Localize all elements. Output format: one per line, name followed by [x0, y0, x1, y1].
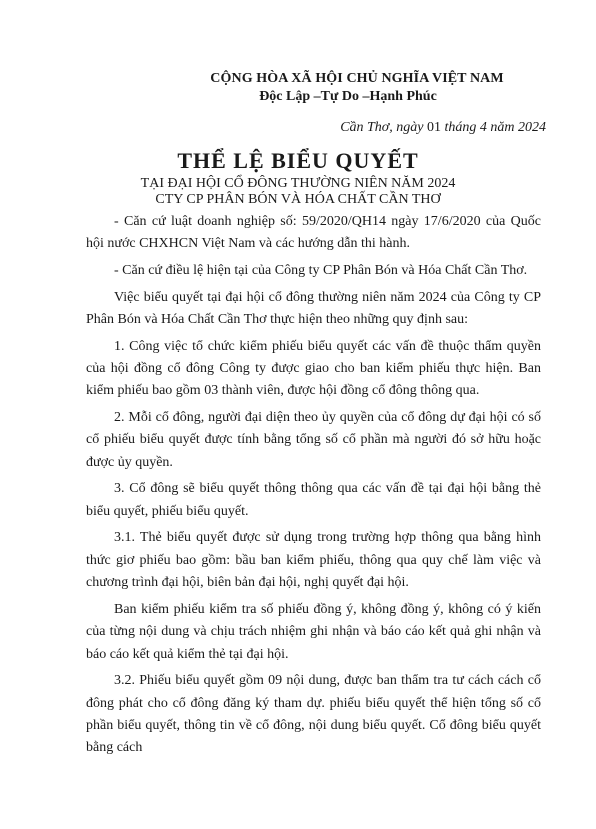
document-subtitle-2: CTY CP PHÂN BÓN VÀ HÓA CHẤT CẦN THƠ	[155, 192, 441, 207]
document-body	[86, 211, 541, 764]
national-header	[0, 70, 596, 106]
paragraph: 2. Mỗi cổ đông, người đại diện theo ủy quyền của cổ đông dự đại hội có số cổ phiếu biểu quyết được tính bằng tổng số cổ phần mà người đó sở hữu hoặc được ủy quyền.	[86, 410, 541, 470]
paragraph: - Căn cứ điều lệ hiện tại của Công ty CP Phân Bón và Hóa Chất Cần Thơ.	[114, 263, 528, 278]
paragraph: Việc biểu quyết tại đại hội cổ đông thường niên năm 2024 của Công ty CP Phân Bón và Hóa Chất Cần Thơ thực hiện theo những quy định sau:	[86, 289, 541, 327]
paragraph: 3.1. Thẻ biểu quyết được sử dụng trong trường hợp thông qua bằng hình thức giơ phiếu bao gồm: bầu ban kiểm phiếu, thông qua quy chế làm việc và chương trình đại hội, biên bản đại hội, nghị quyết đại hội.	[86, 530, 541, 591]
paragraph: 3. Cổ đông sẽ biểu quyết thông thông qua các vấn đề tại đại hội bằng thẻ biểu quyết, phiếu biểu quyết.	[86, 481, 541, 519]
date-rest: tháng 4 năm 2024	[444, 120, 546, 135]
paragraph: 3.2. Phiếu biểu quyết gồm 09 nội dung, được ban thẩm tra tư cách cách cổ đông phát cho cổ đông đăng ký tham dự. phiếu biểu quyết thể hiện tổng số cổ phần biểu quyết, thông tin về cổ đông, nội dung biểu quyết. Cổ đông biểu quyết bằng cách	[86, 673, 541, 756]
document-subtitle-1: TẠI ĐẠI HỘI CỔ ĐÔNG THƯỜNG NIÊN NĂM 2024	[140, 176, 456, 191]
date-day: 01	[427, 120, 441, 135]
paragraph: Ban kiểm phiếu kiểm tra số phiếu đồng ý, không đồng ý, không có ý kiến của từng nội dung và chịu trách nhiệm ghi nhận và báo cáo kết quả ghi nhận và báo cáo kết quả kiểm thẻ tại đại hội.	[86, 601, 541, 662]
document-title: THỂ LỆ BIỂU QUYẾT	[177, 148, 419, 173]
paragraph: 1. Công việc tổ chức kiểm phiếu biểu quyết các vấn đề thuộc thẩm quyền của hội đồng cổ đông Công ty được giao cho ban kiểm phiếu thực hiện. Ban kiểm phiếu bao gồm 03 thành viên, được hội đồng cổ đông thông qua.	[86, 338, 541, 399]
nation-name: CỘNG HÒA XÃ HỘI CHỦ NGHĨA VIỆT NAM	[210, 71, 504, 86]
paragraph: - Căn cứ luật doanh nghiệp số: 59/2020/QH14 ngày 17/6/2020 của Quốc hội nước CHXHCN Việt Nam và các hướng dẫn thi hành.	[86, 214, 541, 252]
nation-motto: Độc Lập –Tự Do –Hạnh Phúc	[259, 89, 437, 104]
date-line	[340, 120, 546, 136]
date-prefix: Cần Thơ, ngày	[340, 120, 424, 135]
